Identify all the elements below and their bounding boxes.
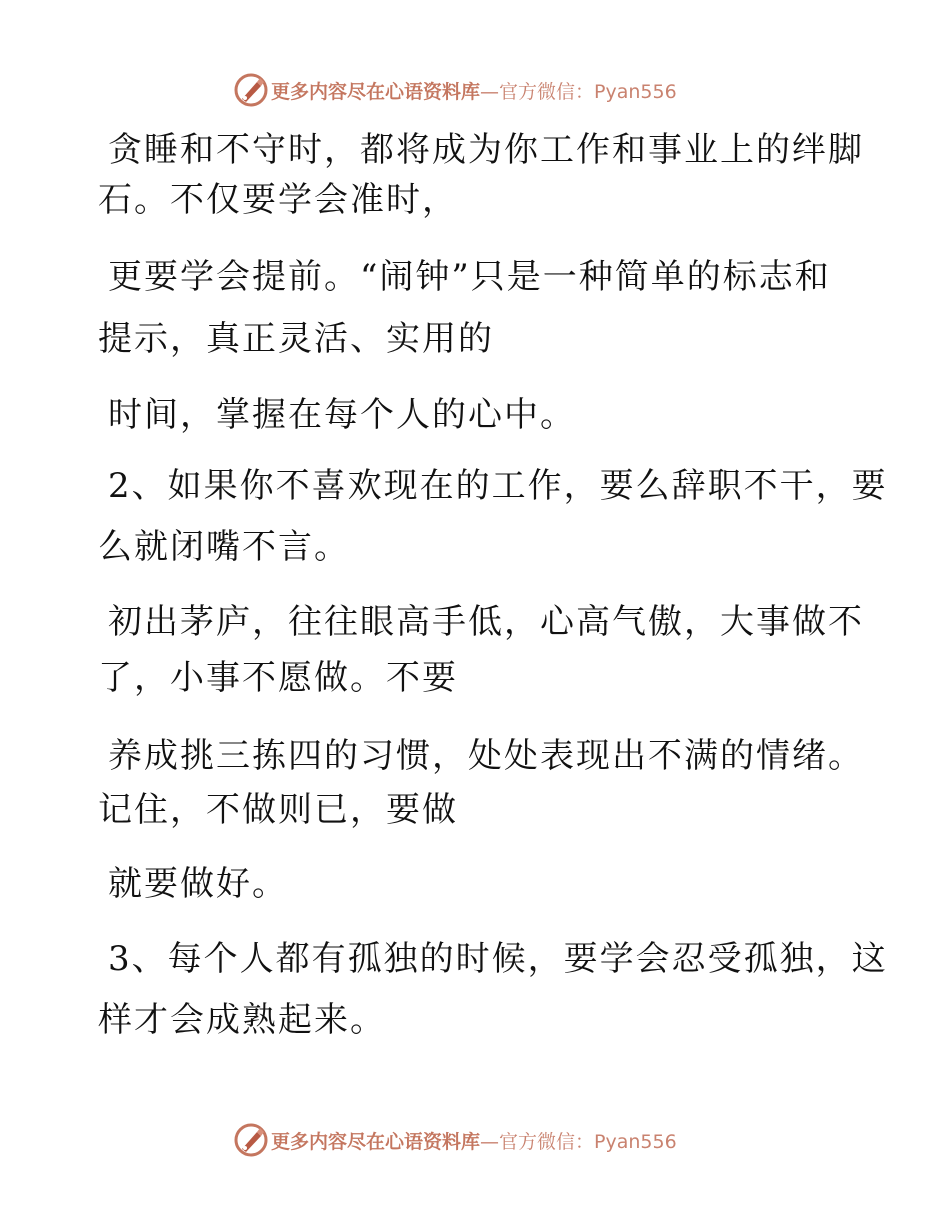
text-line: 2、如果你不喜欢现在的工作，要么辞职不干，要 [108,466,888,506]
watermark-dash: — [480,80,500,103]
text-line: 了，小事不愿做。不要 [98,658,458,698]
watermark-wechat: 官方微信：Pyan556 [499,1130,677,1153]
watermark-main: 更多内容尽在心语资料库 [271,80,481,103]
pen-seal-icon [233,1122,269,1158]
watermark-text [271,77,677,104]
watermark-main: 更多内容尽在心语资料库 [271,1130,481,1153]
pen-seal-icon [233,72,269,108]
text-line: 初出茅庐，往往眼高手低，心高气傲，大事做不 [108,602,864,642]
watermark-wechat: 官方微信：Pyan556 [499,80,677,103]
watermark-text [271,1127,677,1154]
text-line: 记住，不做则已，要做 [98,790,458,830]
text-line: 提示，真正灵活、实用的 [98,319,494,359]
text-line: 时间，掌握在每个人的心中。 [108,395,576,435]
text-line: 石。不仅要学会准时， [98,180,458,220]
text-line: 样才会成熟起来。 [98,1000,386,1040]
header-watermark [233,70,677,110]
watermark-dash: — [480,1130,500,1153]
footer-watermark [233,1120,677,1160]
text-line: 3、每个人都有孤独的时候，要学会忍受孤独，这 [108,939,888,979]
text-line: 就要做好。 [108,864,288,904]
text-line: 么就闭嘴不言。 [98,527,350,567]
text-line: 养成挑三拣四的习惯，处处表现出不满的情绪。 [108,736,864,776]
text-line: 贪睡和不守时，都将成为你工作和事业上的绊脚 [108,130,864,170]
text-line: 更要学会提前。“闹钟”只是一种简单的标志和 [108,257,831,297]
